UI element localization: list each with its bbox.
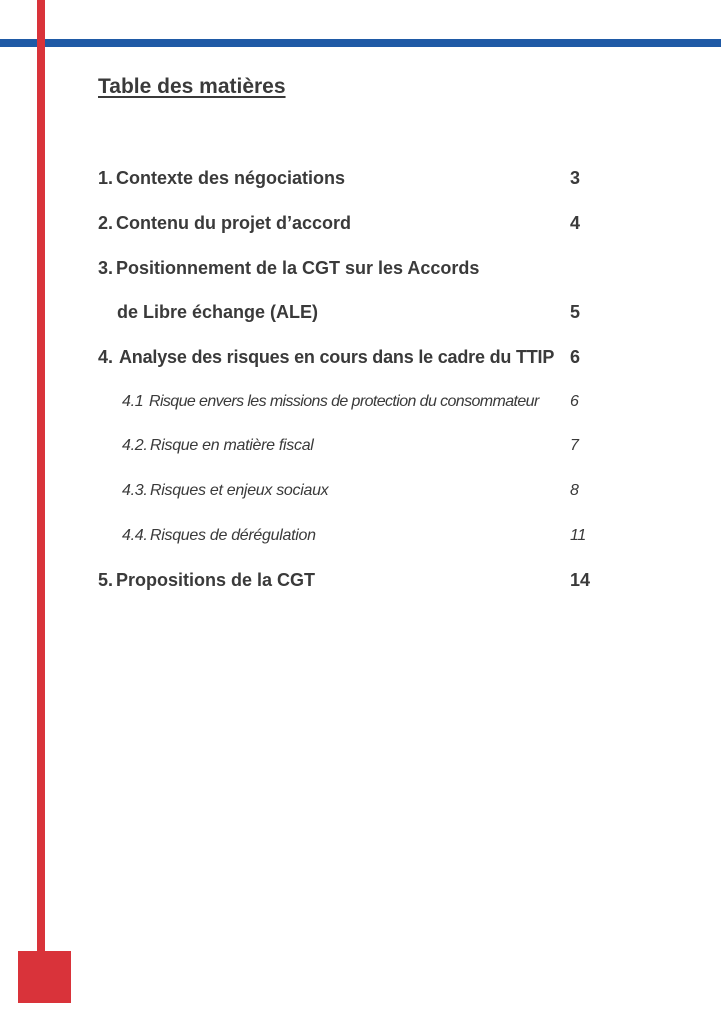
toc-entry-number: 4.1 [122, 393, 144, 410]
toc-entry-page: 7 [570, 437, 579, 454]
toc-entry-3-continued [98, 302, 598, 328]
toc-entry-number: 4.3. [122, 482, 148, 499]
toc-entry-label: de Libre échange (ALE) [117, 302, 319, 322]
toc-entry-label: Contenu du projet d’accord [116, 213, 352, 233]
toc-entry-2 [98, 213, 598, 239]
toc-entry-number: 1. [98, 168, 114, 188]
toc-entry-label: Risques et enjeux sociaux [150, 482, 329, 499]
toc-entry-label: Analyse des risques en cours dans le cadre du TTIP [119, 347, 555, 367]
toc-entry-label: Risque envers les missions de protection du consommateur [149, 393, 539, 410]
toc-entry-3 [98, 258, 598, 284]
toc-entry-4-4 [98, 527, 598, 553]
toc-entry-number: 5. [98, 570, 114, 590]
top-blue-rule [0, 39, 721, 47]
toc-entry-1 [98, 168, 598, 194]
toc-entry-page: 14 [570, 570, 591, 590]
toc-entry-page: 5 [570, 302, 581, 322]
toc-entry-4-3 [98, 482, 598, 508]
toc-entry-number: 4. [98, 347, 114, 367]
toc-entry-label: Positionnement de la CGT sur les Accords [116, 258, 480, 278]
toc-entry-number: 2. [98, 213, 114, 233]
toc-entry-number: 3. [98, 258, 114, 278]
toc-entry-label: Risques de dérégulation [150, 527, 316, 544]
toc-entry-label: Contexte des négociations [116, 168, 346, 188]
toc-entry-page: 6 [570, 347, 581, 367]
toc-entry-label: Risque en matière fiscal [150, 437, 314, 454]
toc-entry-label: Propositions de la CGT [116, 570, 316, 590]
toc-entry-page: 11 [570, 527, 587, 544]
toc-entry-number: 4.4. [122, 527, 148, 544]
toc-entry-page: 4 [570, 213, 581, 233]
left-red-bar [37, 0, 45, 955]
toc-entry-page: 8 [570, 482, 579, 499]
toc-entry-page: 3 [570, 168, 581, 188]
bottom-red-square [18, 951, 71, 1003]
toc-entry-page: 6 [570, 393, 579, 410]
toc-entry-5 [98, 570, 598, 596]
toc-entry-number: 4.2. [122, 437, 148, 454]
toc-entry-4-1 [98, 393, 598, 419]
toc-title: Table des matières [98, 75, 286, 98]
toc-entry-4-2 [98, 437, 598, 463]
toc-entry-4 [98, 347, 598, 373]
